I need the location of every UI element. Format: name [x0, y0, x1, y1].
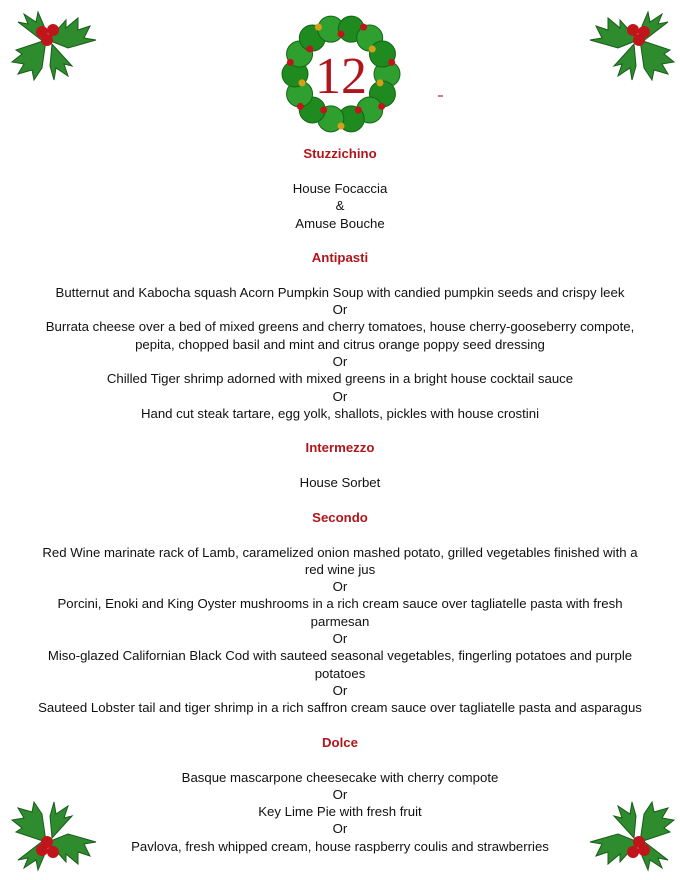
badge-number: 12 — [315, 48, 367, 105]
section-heading: Antipasti — [311, 249, 369, 265]
section-heading: Stuzzichino — [303, 146, 377, 161]
menu-item: parmesan — [310, 613, 370, 629]
or-separator: Or — [332, 579, 348, 595]
menu-item: Burrata cheese over a bed of mixed greens and cherry tomatoes, house cherry-gooseberry compote, — [45, 319, 635, 335]
or-separator: Or — [332, 354, 348, 370]
section-heading: Intermezzo — [305, 440, 375, 456]
menu-item: House Focaccia — [292, 181, 388, 196]
menu-item: Red Wine marinate rack of Lamb, caramelized onion mashed potato, grilled vegetables finished with a — [42, 544, 638, 560]
menu-body — [0, 145, 680, 855]
menu-item: potatoes — [314, 665, 366, 681]
menu-item: Hand cut steak tartare, egg yolk, shallots, pickles with house crostini — [140, 405, 539, 421]
wreath-badge — [280, 13, 402, 135]
menu-item: House Sorbet — [299, 475, 381, 491]
menu-item: & — [335, 198, 345, 214]
holly-top-left-icon — [8, 10, 98, 82]
section-heading: Secondo — [312, 509, 368, 525]
menu-item: Pavlova, fresh whipped cream, house raspberry coulis and strawberries — [131, 838, 549, 854]
or-separator: Or — [332, 631, 348, 647]
menu-item: Sauteed Lobster tail and tiger shrimp in a rich saffron cream sauce over tagliatelle pasta and asparagus — [38, 700, 642, 716]
or-separator: Or — [332, 682, 348, 698]
holly-top-right-icon — [588, 10, 678, 82]
section-heading: Dolce — [322, 734, 358, 750]
menu-item: red wine jus — [304, 561, 376, 577]
menu-item: Butternut and Kabocha squash Acorn Pumpkin Soup with candied pumpkin seeds and crispy leek — [55, 284, 625, 300]
menu-item: Porcini, Enoki and King Oyster mushrooms in a rich cream sauce over tagliatelle pasta with fresh — [57, 596, 623, 612]
menu-item: Chilled Tiger shrimp adorned with mixed greens in a bright house cocktail sauce — [106, 371, 574, 387]
menu-item: Basque mascarpone cheesecake with cherry compote — [181, 769, 499, 785]
menu-item: Key Lime Pie with fresh fruit — [258, 804, 422, 820]
or-separator: Or — [332, 821, 348, 837]
or-separator: Or — [332, 388, 348, 404]
menu-item: pepita, chopped basil and mint and citrus orange poppy seed dressing — [135, 336, 545, 352]
menu-item: Miso-glazed Californian Black Cod with sauteed seasonal vegetables, fingerling potatoes and purple — [47, 648, 633, 664]
menu-item: Amuse Bouche — [295, 215, 385, 231]
or-separator: Or — [332, 786, 348, 802]
or-separator: Or — [332, 302, 348, 318]
small-mark — [438, 95, 443, 97]
